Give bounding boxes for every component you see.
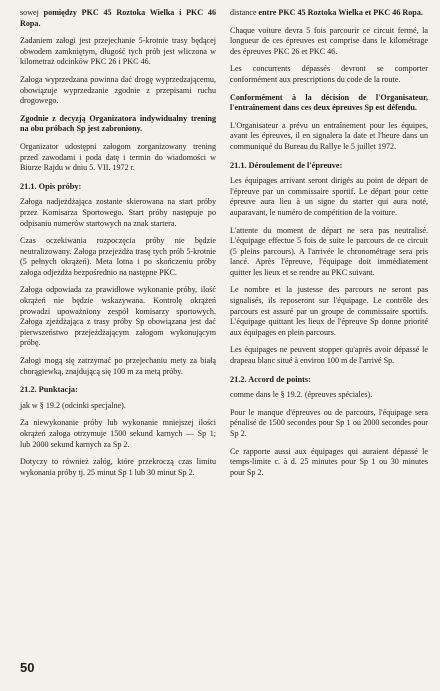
left-paragraph-3: Załoga wyprzedzana powinna dać drogę wyprzedzającemu, obowiązuje wyprzedzanie zgodnie z przepisami ruchu drogowego. bbox=[20, 74, 216, 106]
right-paragraph-12: Ce rapporte aussi aux équipages qui auraient dépassé le temps-limite c. à d. 25 minutes pour Sp 1 ou 30 minutes pour Sp 2. bbox=[230, 446, 428, 477]
right-heading-21-2: 21.2. Accord de points: bbox=[230, 374, 311, 384]
polish-column bbox=[20, 8, 216, 485]
left-paragraph-4: Zgodnie z decyzją Organizatora indywidualny trening na obu próbach Sp jest zabroniony. bbox=[20, 113, 216, 134]
left-heading-21-2: 21.2. Punktacja: bbox=[20, 385, 78, 395]
right-paragraph-5: L'Organisateur a prévu un entraînement pour les équipes, avant les épreuves, il en signalera la date et l'heure dans un communiqué du Bureau du Rallye le 5 juillet 1972. bbox=[230, 120, 428, 151]
left-p1-bold: pomiędzy PKC 45 Roztoka Wielka i PKC 46 Ropa. bbox=[20, 8, 216, 28]
right-heading-21-1: 21.1. Déroulement de l'épreuve: bbox=[230, 160, 343, 170]
left-paragraph-12: Dotyczy to również załóg, które przekroczą czas limitu wykonania próby tj. 25 minut Sp 1 lub 30 minut Sp 2. bbox=[20, 457, 216, 477]
right-paragraph-3: Les concurrents dépassés devront se comporter conformément aux prescriptions du code de la route. bbox=[230, 64, 428, 84]
left-p1-plain: sowej bbox=[20, 8, 44, 17]
left-paragraph-9: Załogi mogą się zatrzymać po przejechaniu mety za białą chorągiewką, znajdującą się 100 m za metą próby. bbox=[20, 356, 216, 376]
right-paragraph-10: comme dans le § 19.2. (épreuves spéciales). bbox=[230, 390, 373, 400]
right-paragraph-6: Les équipages arrivant seront dirigés au point de départ de l'épreuve par un commissaire sportif. Le départ pour cette épreuve aura lieu à un signe du starter qui aura noté, auparavant, le numéro de compétition de la voiture. bbox=[230, 176, 428, 217]
left-paragraph-11: Za niewykonanie próby lub wykonanie mniejszej ilości okrążeń załoga otrzymuje 1500 sekund karnych — Sp 1; lub 2000 sekund karnych za Sp 2. bbox=[20, 418, 216, 449]
right-paragraph-11: Pour le manque d'épreuves ou de parcours, l'équipage sera pénalisé de 1500 secondes pour Sp 1 ou 2000 secondes pour Sp 2. bbox=[230, 407, 428, 438]
right-paragraph-2: Chaque voiture devra 5 fois parcourir ce circuit fermé, la longueur de ces épreuves est comprise dans le kilométrage des épreuves PKC 26 et PKC 46. bbox=[230, 25, 428, 56]
left-paragraph-6: Załoga nadjeżdżająca zostanie skierowana na start próby przez Komisarza Sportowego. Start próby następuje po odpisaniu numerów startowych na znak startera. bbox=[20, 197, 216, 228]
left-paragraph-7: Czas oczekiwania rozpoczęcia próby nie będzie neutralizowany. Załoga przejeżdża trasę tych prób 5-krotnie (5 pełnych okrążeń). Meta lotna i po skończeniu próby załoga odjeżdża bezpośrednio na następne PKC. bbox=[20, 236, 216, 277]
right-paragraph-9: Les équipages ne peuvent stopper qu'après avoir dépassé le drapeau blanc situé à environ 100 m de l'arrivé Sp. bbox=[230, 345, 428, 366]
right-paragraph-4: Conformément à la décision de l'Organisateur, l'entraînement dans ces deux épreuves Sp est défendu. bbox=[230, 92, 428, 113]
french-column bbox=[230, 8, 428, 485]
page-number: 50 bbox=[20, 660, 35, 675]
left-paragraph-8: Załoga odpowiada za prawidłowe wykonanie próby, ilość okrążeń nie będzie wskazywana. Kontrolę okrążeń prowadzi upoważniony zespół komisarzy sportowych. Załoga zjeżdżająca z trasy próby Sp obowiązana jest dać pierwszeństwo przejeżdżającym załogom wykonującym próbę. bbox=[20, 285, 216, 348]
left-heading-21-1: 21.1. Opis próby: bbox=[20, 181, 82, 191]
right-paragraph-1 bbox=[230, 8, 428, 19]
left-paragraph-5: Organizator udostępni załogom zorganizowany trening przed zawodami i poda datę i termin do wiadomości w Biurze Rajdu w dniu 5. VII. 1972 r. bbox=[20, 141, 216, 173]
right-paragraph-8: Le nombre et la justesse des parcours ne seront pas signalisés, ils reposeront sur l'équipage. Le contrôle des parcours est assuré par un groupe de commissaire sportifs. L'équipage quittant les lieux de l'épreuve Sp donne priorité aux équipages en plein parcours. bbox=[230, 285, 428, 337]
right-p1-bold: entre PKC 45 Roztoka Wielka et PKC 46 Ropa. bbox=[258, 8, 423, 17]
left-paragraph-10: jak w § 19.2 (odcinki specjalne). bbox=[20, 400, 126, 410]
left-paragraph-1 bbox=[20, 8, 216, 29]
right-p1-plain: distance bbox=[230, 8, 259, 17]
right-paragraph-7: L'attente du moment de départ ne sera pas neutralisé. L'équipage effectue 5 fois de suite le parcours de ce circuit (5 pleins parcours). A l'arrivée le chronométrage sera pris lancé. Après l'épreuve, l'équipage doit immédiatement quitter les lieux et se rendre au PKC suivant. bbox=[230, 225, 428, 277]
left-paragraph-2: Zadaniem załogi jest przejechanie 5-krotnie trasy będącej obwodem zamkniętym, długość tych prób jest wliczona w kilometraż odcinków PKC 26 i PKC 46. bbox=[20, 36, 216, 67]
